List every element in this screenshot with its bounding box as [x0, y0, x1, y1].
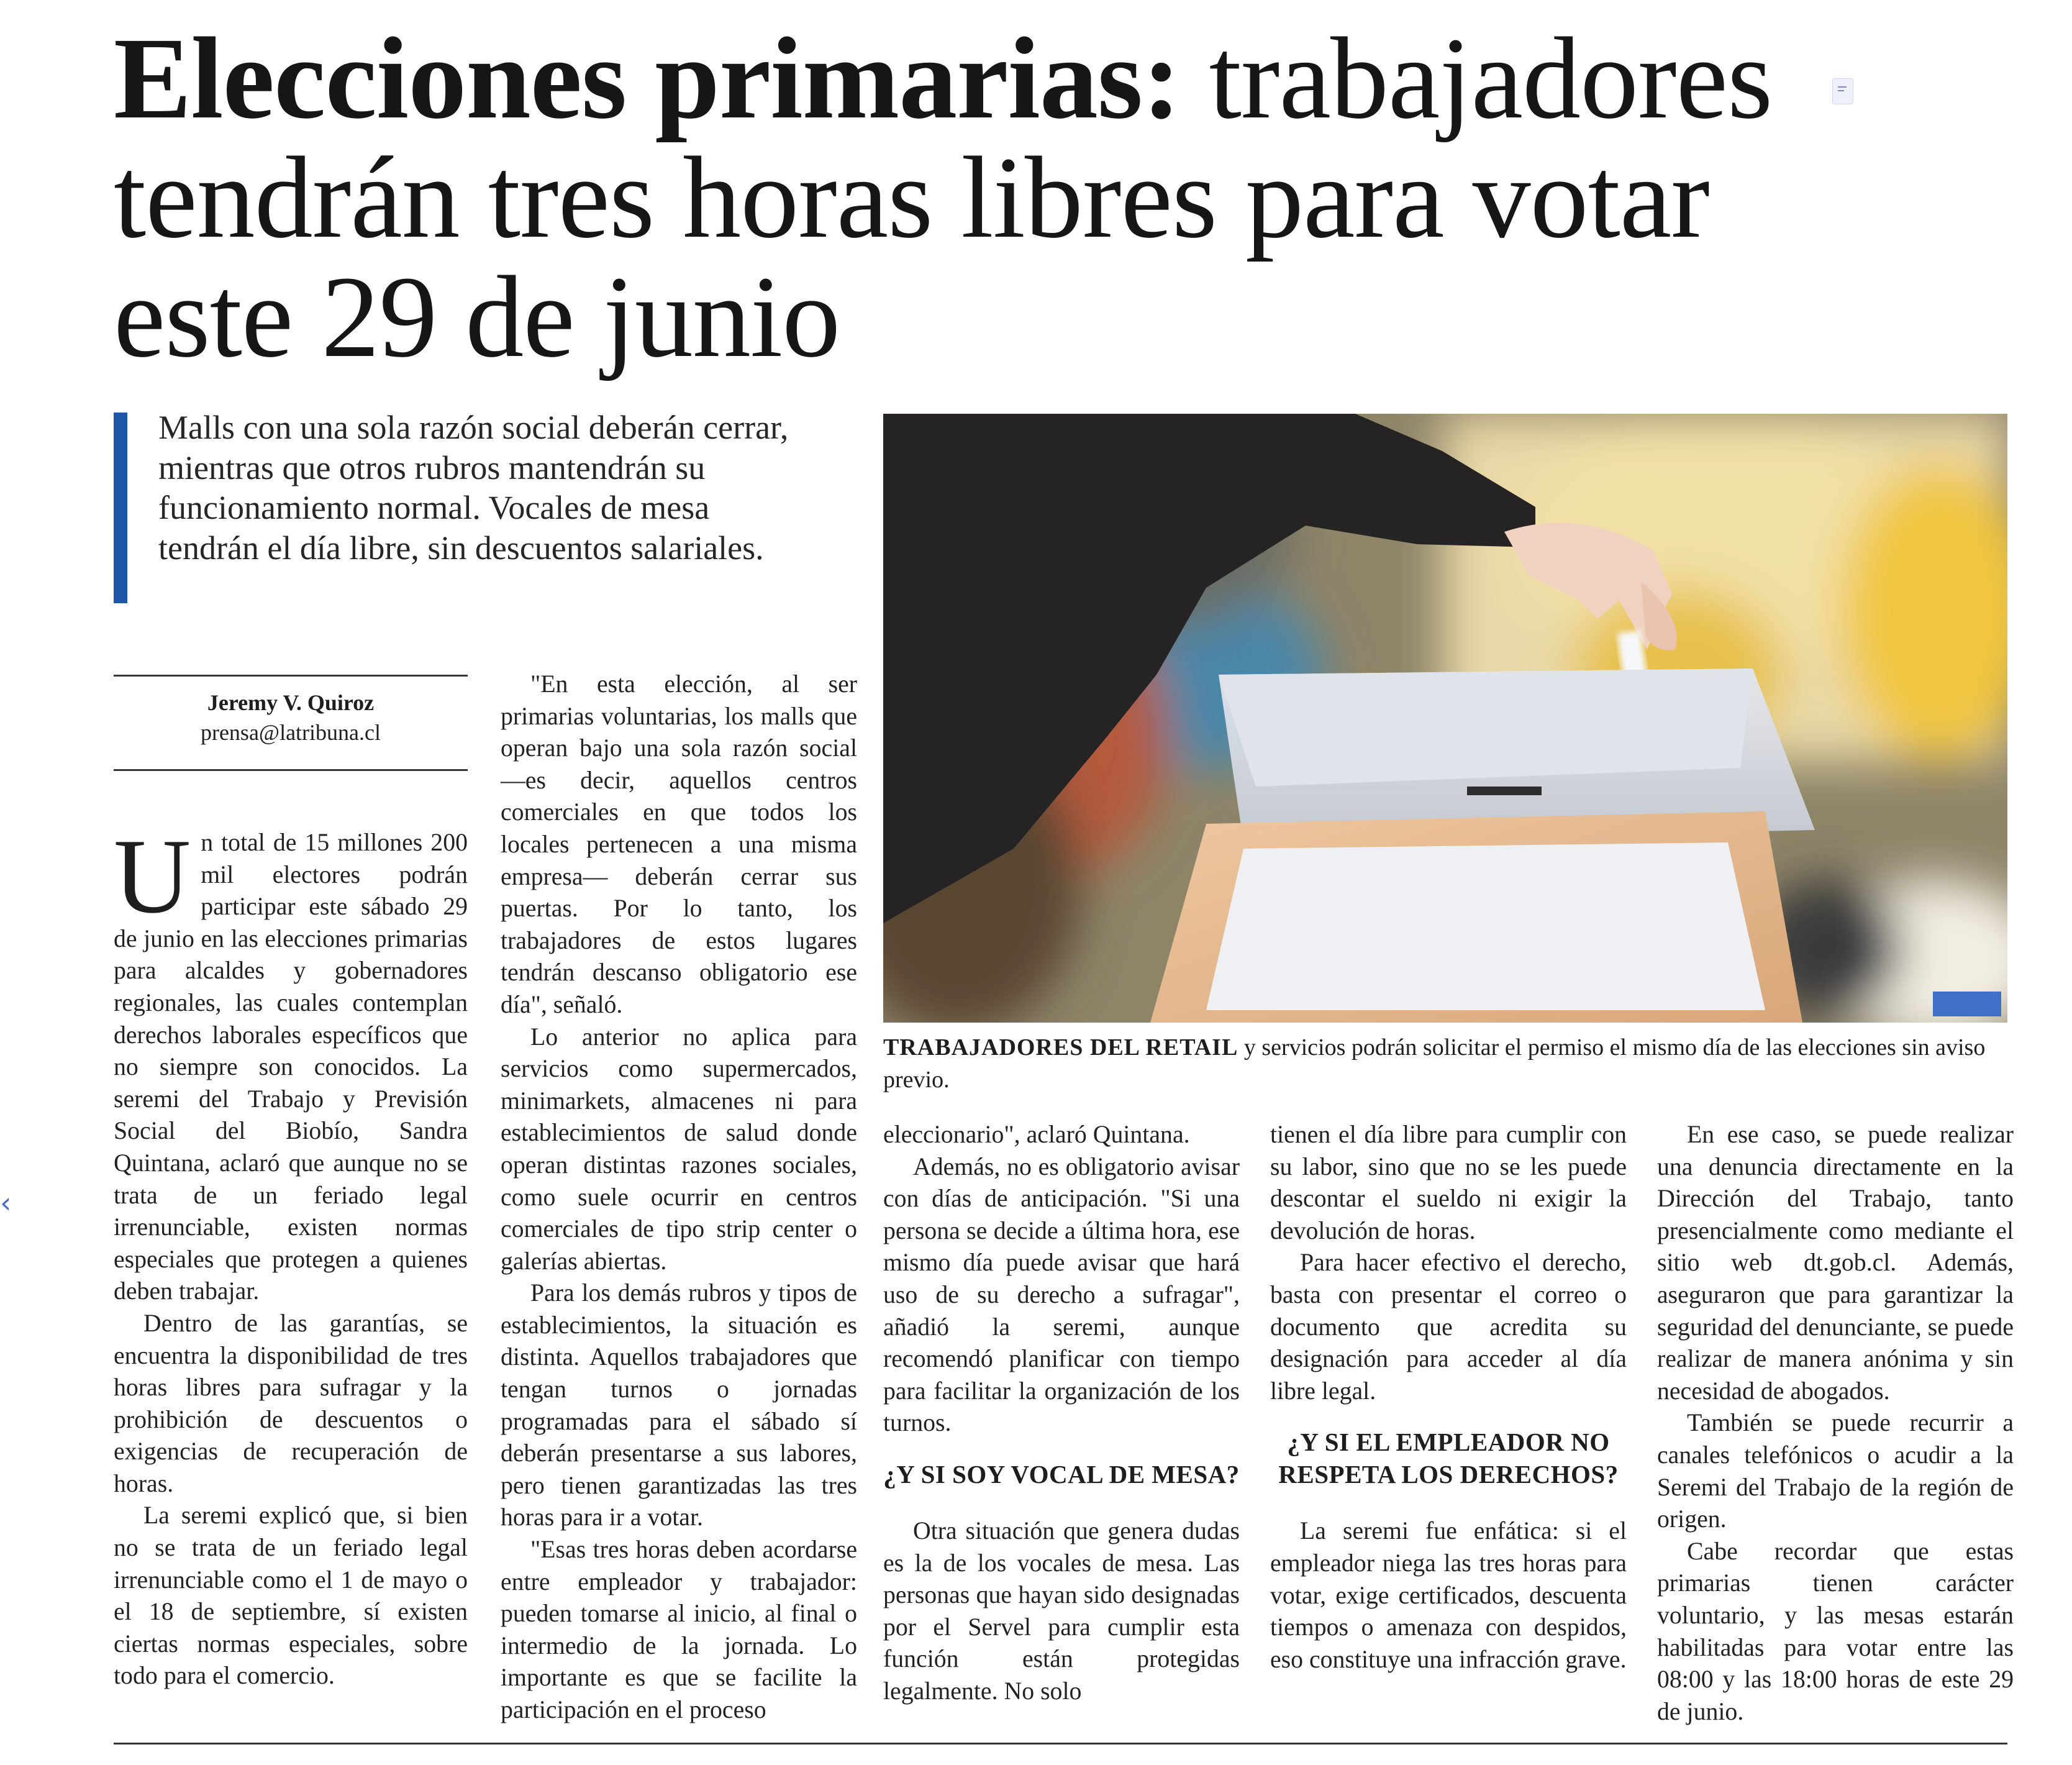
paragraph: "En esta elección, al ser primarias voluntarias, los malls que operan bajo una sola razón social —es decir, aquellos centros comerciales en que todos los locales pertenecen a una misma empresa— deberán cerrar sus puertas. Por lo tanto, los trabajadores de estos lugares tendrán descanso obligatorio ese día", señaló.	[501, 670, 857, 1018]
paragraph: La seremi fue enfática: si el empleador niega las tres horas para votar, exige certificados, descuenta tiempos o amenaza con despidos, eso constituye una infracción grave.	[1270, 1517, 1627, 1673]
paragraph: eleccionario", aclaró Quintana.	[883, 1121, 1190, 1148]
paragraph: Para hacer efectivo el derecho, basta con presentar el correo o documento que acredita su designación para acceder al día libre legal.	[1270, 1249, 1627, 1405]
section-heading-empleador: ¿Y SI EL EMPLEADOR NO RESPETA LOS DERECHOS?	[1278, 1428, 1619, 1489]
article-column-4	[1270, 1119, 1627, 1676]
paragraph: Lo anterior no aplica para servicios como supermercados, minimarkets, almacenes ni para establecimientos de salud donde operan distintas razones sociales, como suele ocurrir en centros comerciales de tipo strip center o galerías abiertas.	[501, 1023, 857, 1275]
photo-caption	[883, 1031, 2007, 1096]
paragraph: En ese caso, se puede realizar una denuncia directamente en la Dirección del Trabajo, tanto presencialmente como mediante el sitio web dt.gob.cl. Además, aseguraron que para garantizar la seguridad del denunciante, se puede realizar de manera anónima y sin necesidad de abogados.	[1657, 1121, 2014, 1405]
subhead-accent-bar	[114, 413, 127, 603]
headline-bold: Elecciones primarias:	[114, 13, 1181, 143]
byline-rule-top	[114, 675, 468, 677]
ballot-box-photo	[883, 414, 2007, 1023]
article-column-5	[1657, 1119, 2014, 1728]
caption-lead: TRABAJADORES DEL RETAIL	[883, 1034, 1238, 1060]
article-column-1	[114, 818, 468, 1692]
article-column-3	[883, 1119, 1240, 1708]
byline	[114, 687, 468, 747]
subhead: Malls con una sola razón social deberán cerrar, mientras que otros rubros mantendrán su funcionamiento normal. Vocales de mesa tendrán el día libre, sin descuentos salariales.	[158, 409, 789, 567]
headline-rest: trabajadores tendrán tres horas libres para votar este 29 de junio	[114, 13, 1773, 381]
paragraph: tienen el día libre para cumplir con su labor, sino que no se les puede descontar el sueldo ni exigir la devolución de horas.	[1270, 1121, 1627, 1244]
byline-email[interactable]: prensa@latribuna.cl	[200, 720, 381, 745]
paragraph: Cabe recordar que estas primarias tienen carácter voluntario, y las mesas estarán habilitadas para votar entre las 08:00 y las 18:00 horas de este 29 de junio.	[1657, 1537, 2014, 1725]
caption-text: y servicios podrán solicitar el permiso el mismo día de las elecciones sin aviso previo.	[883, 1034, 1986, 1093]
drop-cap: U	[114, 818, 191, 936]
note-icon[interactable]	[1832, 78, 1853, 104]
paragraph: Un total de 15 millones 200 mil electores podrán participar este sábado 29 de junio en las elecciones primarias para alcaldes y gobernadores regionales, las cuales contemplan derechos laborales específicos que no siempre son conocidos. La seremi del Trabajo y Previsión Social del Biobío, Sandra Quintana, aclaró que aunque no se trata de un feriado legal irrenunciable, existen normas especiales que protegen a quienes deben trabajar.	[114, 818, 468, 1305]
page-bottom-rule	[114, 1743, 2007, 1744]
paragraph: Para los demás rubros y tipos de establecimientos, la situación es distinta. Aquellos trabajadores que tengan turnos o jornadas programadas para el sábado sí deberán presentarse a sus labores, pero tienen garantizadas las tres horas para ir a votar.	[501, 1279, 857, 1531]
article-column-2	[501, 668, 857, 1726]
byline-author: Jeremy V. Quiroz	[207, 690, 375, 715]
paragraph: Además, no es obligatorio avisar con días de anticipación. "Si una persona se decide a última hora, ese mismo día puede avisar que hará uso de su derecho a sufragar", añadió la seremi, aunque recomendó planificar con tiempo para facilitar la organización de los turnos.	[883, 1152, 1240, 1437]
paragraph: La seremi explicó que, si bien no se trata de un feriado legal irrenunciable como el 1 de mayo o el 18 de septiembre, sí existen ciertas normas especiales, sobre todo para el comercio.	[114, 1502, 468, 1690]
paragraph: "Esas tres horas deben acordarse entre empleador y trabajador: pueden tomarse al inicio, al final o intermedio de la jornada. Lo importante es que se facilite la participación en el proceso	[501, 1536, 857, 1723]
paragraph: Otra situación que genera dudas es la de los vocales de mesa. Las personas que hayan sido designadas por el Servel para cumplir esta función están protegidas legalmente. No solo	[883, 1516, 1240, 1705]
section-heading-vocal: ¿Y SI SOY VOCAL DE MESA?	[883, 1459, 1240, 1489]
byline-rule-bottom	[114, 769, 468, 771]
chevron-left-icon[interactable]: ‹	[0, 1186, 12, 1220]
paragraph: Dentro de las garantías, se encuentra la disponibilidad de tres horas libres para sufragar y la prohibición de descuentos o exigencias de recuperación de horas.	[114, 1309, 468, 1497]
paragraph: También se puede recurrir a canales telefónicos o acudir a la Seremi del Trabajo de la región de origen.	[1657, 1409, 2014, 1533]
headline	[114, 13, 1840, 381]
